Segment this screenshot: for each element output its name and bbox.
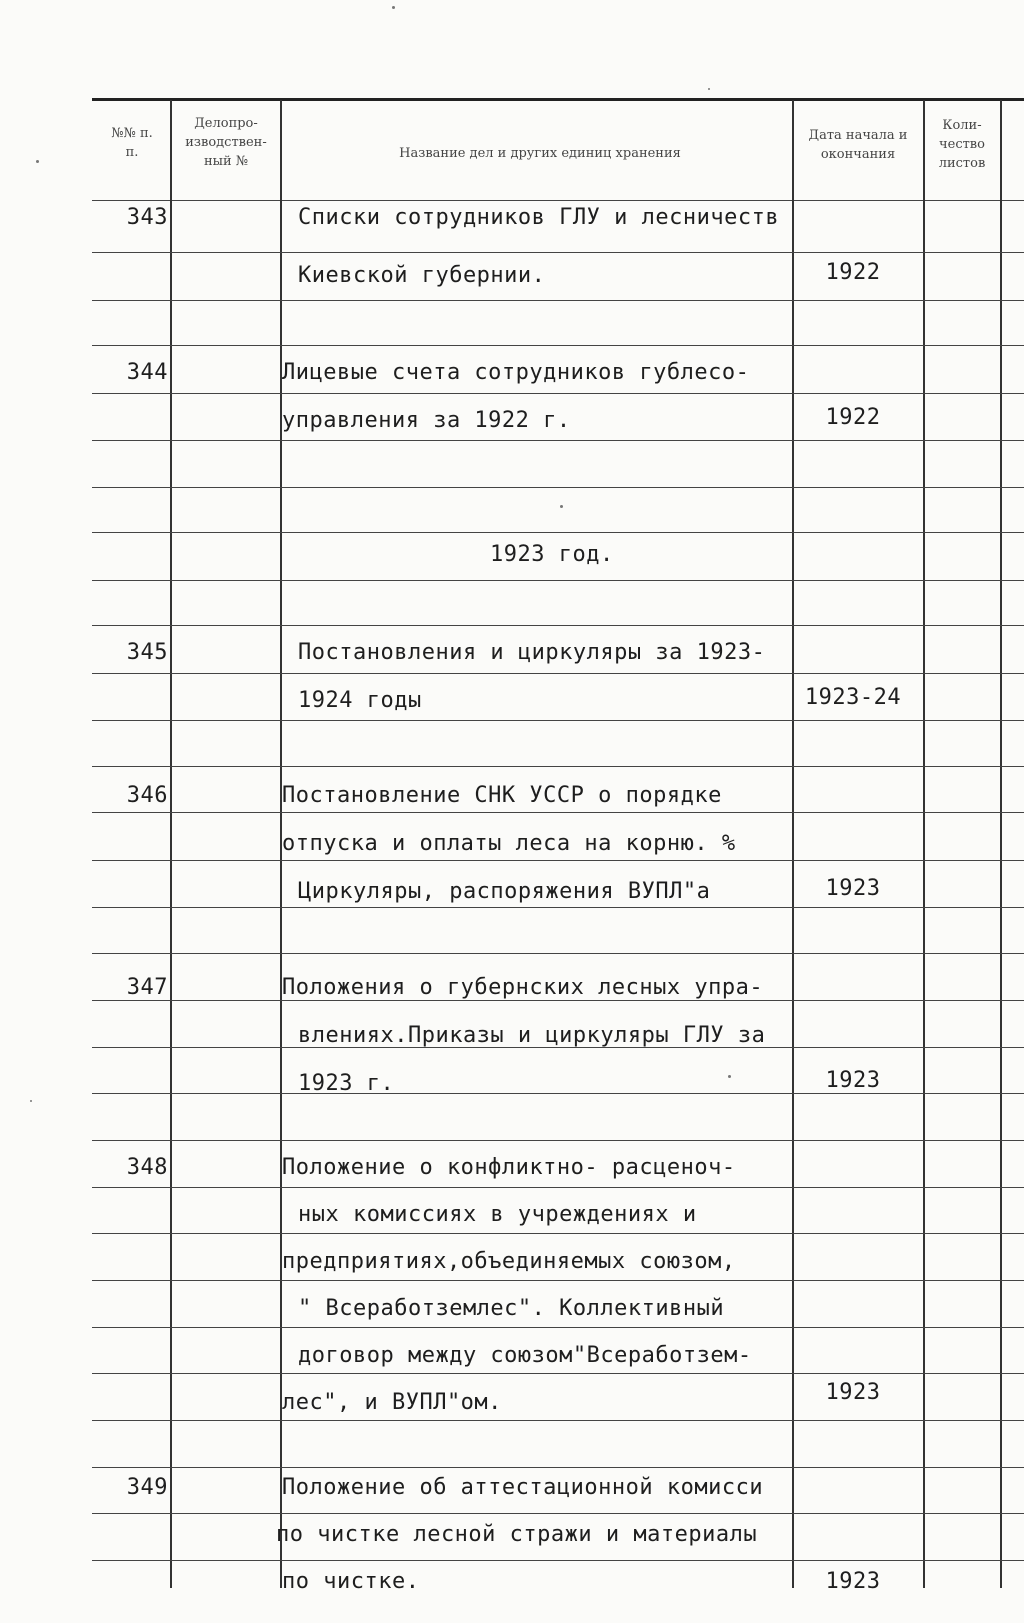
year-heading: 1923 год. <box>490 542 614 567</box>
header-col-office: Делопро- изводствен- ный № <box>185 116 267 169</box>
header-top-rule <box>92 98 1024 101</box>
record-title-line: Списки сотрудников ГЛУ и лесничеств <box>298 205 780 230</box>
paper-speck <box>392 6 395 9</box>
record-date: 1922 <box>825 405 881 430</box>
row-rule <box>92 1093 1024 1094</box>
paper-speck <box>36 160 39 163</box>
row-rule <box>92 1513 1024 1514</box>
row-number: 344 <box>126 360 168 385</box>
row-rule <box>92 1327 1024 1328</box>
record-title-line: по чистке лесной стражи и материалы <box>276 1522 758 1547</box>
col-divider-3 <box>792 100 794 1588</box>
row-rule <box>92 1467 1024 1468</box>
header-col-title: Название дел и других единиц хранения <box>399 146 681 161</box>
row-rule <box>92 860 1024 861</box>
record-title-line: Лицевые счета сотрудников гублесо- <box>282 360 750 385</box>
record-title-line: Положение об аттестационной комисси <box>282 1475 764 1500</box>
col-divider-5 <box>1000 100 1002 1588</box>
row-rule <box>92 252 1024 253</box>
record-title-line: влениях.Приказы и циркуляры ГЛУ за <box>298 1023 766 1048</box>
record-title-line: Постановления и циркуляры за 1923- <box>298 640 766 665</box>
row-rule <box>92 1233 1024 1234</box>
record-title-line: Постановление СНК УССР о порядке <box>282 783 722 808</box>
record-title-line: предприятиях,объединяемых союзом, <box>282 1249 736 1274</box>
record-date: 1923 <box>825 1068 881 1093</box>
row-number: 348 <box>126 1155 168 1180</box>
paper-speck <box>30 1100 32 1102</box>
row-rule <box>92 625 1024 626</box>
row-rule <box>92 673 1024 674</box>
record-date: 1923 <box>825 876 881 901</box>
record-date: 1922 <box>825 260 881 285</box>
record-title-line: по чистке. <box>282 1569 420 1594</box>
record-date: 1923 <box>825 1380 881 1405</box>
record-title-line: управления за 1922 г. <box>282 408 571 433</box>
row-rule <box>92 300 1024 301</box>
row-number: 347 <box>126 975 168 1000</box>
row-rule <box>92 345 1024 346</box>
row-number: 343 <box>126 205 168 230</box>
header-col-no: №№ п. п. <box>111 126 153 160</box>
record-title-line: 1923 г. <box>298 1071 395 1096</box>
record-title-line: Циркуляры, распоряжения ВУПЛ"а <box>298 879 711 904</box>
row-rule <box>92 720 1024 721</box>
record-title-line: ных комиссиях в учреждениях и <box>298 1202 697 1227</box>
row-rule <box>92 953 1024 954</box>
row-rule <box>92 1560 1024 1561</box>
row-rule <box>92 1000 1024 1001</box>
record-title-line: Положения о губернских лесных упра- <box>282 975 764 1000</box>
row-rule <box>92 1140 1024 1141</box>
row-rule <box>92 532 1024 533</box>
header-col-sheets: Коли- чество листов <box>938 118 986 171</box>
row-rule <box>92 766 1024 767</box>
header-col-dates: Дата начала и окончания <box>808 128 908 162</box>
record-title-line: 1924 годы <box>298 688 422 713</box>
record-title-line: " Всеработземлес". Коллективный <box>298 1296 725 1321</box>
paper-speck <box>728 1075 731 1078</box>
row-rule <box>92 393 1024 394</box>
header-bottom-rule <box>92 200 1024 201</box>
record-title-line: отпуска и оплаты леса на корню. % <box>282 831 736 856</box>
row-number: 349 <box>126 1475 168 1500</box>
record-title-line: договор между союзом"Всеработзем- <box>298 1343 752 1368</box>
record-title-line: лес", и ВУПЛ"ом. <box>282 1390 502 1415</box>
col-divider-4 <box>923 100 925 1588</box>
paper-speck <box>560 505 563 508</box>
row-number: 346 <box>126 783 168 808</box>
record-date: 1923 <box>825 1569 881 1594</box>
row-rule <box>92 1187 1024 1188</box>
record-title-line: Положение о конфликтно- расценоч- <box>282 1155 736 1180</box>
paper-speck <box>708 88 710 90</box>
record-date: 1923-24 <box>804 685 902 710</box>
row-rule <box>92 907 1024 908</box>
row-rule <box>92 1280 1024 1281</box>
row-rule <box>92 812 1024 813</box>
record-title-line: Киевской губернии. <box>298 263 546 288</box>
col-divider-1 <box>170 100 172 1588</box>
row-rule <box>92 1373 1024 1374</box>
row-rule <box>92 580 1024 581</box>
row-rule <box>92 440 1024 441</box>
row-rule <box>92 1420 1024 1421</box>
row-rule <box>92 487 1024 488</box>
row-number: 345 <box>126 640 168 665</box>
